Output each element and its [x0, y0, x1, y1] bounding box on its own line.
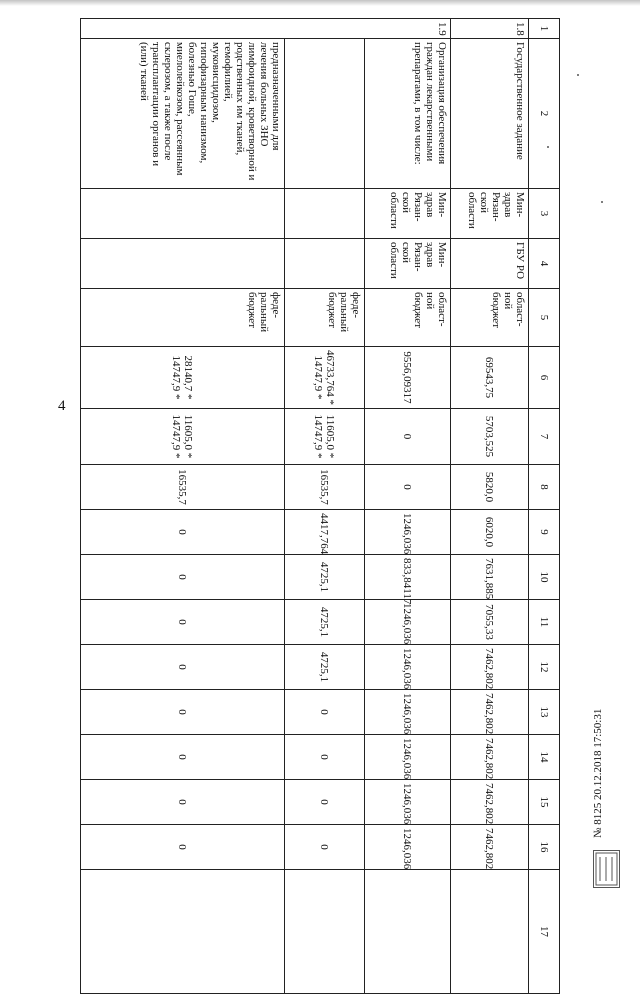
col-header: 6 [529, 347, 560, 409]
rotated-table-container [80, 18, 560, 937]
col-header: 7 [529, 409, 560, 465]
row-customer: Мин-здрав Рязан-ской области [365, 189, 451, 239]
value-cell: 0 [81, 735, 285, 780]
empty-cell [365, 870, 451, 994]
value-cell: 9556,09317 [365, 347, 451, 409]
empty-cell [451, 870, 529, 994]
value-cell: 7462,802 [451, 825, 529, 870]
row-title [285, 39, 365, 189]
value-cell: 1246,036 [365, 600, 451, 645]
scan-speck [601, 201, 603, 203]
value-cell: 4725,1 [285, 555, 365, 600]
value-cell: 7631,885 [451, 555, 529, 600]
page-number: 4 [58, 398, 66, 414]
row-title: предназначенными для лечения больных ЗНО лимфоидной, кроветворной и родственных им тканей, гемофилией, муковисцидозом, гипофизарным нанизмом, болезнью Гоше, миелолейкозом, рассеянным склерозом, а также после трансплантации органов и (или) тканей [81, 39, 285, 189]
value-cell: 4725,1 [285, 600, 365, 645]
empty-cell [81, 239, 285, 289]
value-cell: 11605,0 * 14747,9 * [285, 409, 365, 465]
row-number: 1.8 [451, 19, 529, 39]
value-cell: 16535,7 [81, 465, 285, 510]
header-row [529, 19, 560, 994]
col-header: 5 [529, 289, 560, 347]
row-source: феде-ральный бюджет [285, 289, 365, 347]
col-header: 10 [529, 555, 560, 600]
budget-table [80, 18, 560, 994]
value-cell: 0 [81, 690, 285, 735]
value-cell: 0 [81, 645, 285, 690]
col-header: 13 [529, 690, 560, 735]
footer-stamp [592, 608, 620, 838]
col-header: 3 [529, 189, 560, 239]
empty-cell [81, 189, 285, 239]
row-executor: ГБУ РО [451, 239, 529, 289]
table-row [81, 19, 285, 994]
value-cell: 5820,0 [451, 465, 529, 510]
col-header: 9 [529, 510, 560, 555]
value-cell: 7462,802 [451, 780, 529, 825]
value-cell: 7462,802 [451, 690, 529, 735]
row-source: област-ной бюджет [451, 289, 529, 347]
row-title: Организация обеспечения граждан лекарственными препаратами, в том числе: [365, 39, 451, 189]
value-cell: 5703,525 [451, 409, 529, 465]
value-cell: 0 [81, 600, 285, 645]
table-row [451, 19, 529, 994]
registration-seal [593, 850, 620, 888]
value-cell: 0 [365, 465, 451, 510]
row-customer: Мин-здрав Рязан-ской области [451, 189, 529, 239]
row-source: област-ной бюджет [365, 289, 451, 347]
value-cell: 1246,036 [365, 690, 451, 735]
value-cell: 0 [285, 780, 365, 825]
footer-stamp-text: № 8125 20.12.2018 17:50:31 [592, 708, 604, 838]
col-header: 16 [529, 825, 560, 870]
table-row [365, 19, 451, 994]
value-cell: 1246,036 [365, 825, 451, 870]
value-cell: 11605,0 * 14747,9 * [81, 409, 285, 465]
value-cell: 1246,036 [365, 645, 451, 690]
col-header: 11 [529, 600, 560, 645]
table-row [285, 19, 365, 994]
value-cell: 69543,75 [451, 347, 529, 409]
value-cell: 7462,802 [451, 645, 529, 690]
col-header: 14 [529, 735, 560, 780]
value-cell: 0 [285, 735, 365, 780]
empty-cell [285, 189, 365, 239]
scan-speck [577, 74, 579, 76]
value-cell: 28140,7 * 14747,9 * [81, 347, 285, 409]
value-cell: 7462,802 [451, 735, 529, 780]
empty-cell [285, 239, 365, 289]
col-header: 2 [529, 39, 560, 189]
col-header: 15 [529, 780, 560, 825]
value-cell: 4417,764 [285, 510, 365, 555]
col-header: 4 [529, 239, 560, 289]
value-cell: 0 [81, 510, 285, 555]
value-cell: 833,84117 [365, 555, 451, 600]
col-header: 1 [529, 19, 560, 39]
value-cell: 0 [81, 825, 285, 870]
value-cell: 6020,0 [451, 510, 529, 555]
value-cell: 0 [81, 780, 285, 825]
value-cell: 0 [285, 690, 365, 735]
value-cell: 7055,33 [451, 600, 529, 645]
row-number: 1.9 [81, 19, 451, 39]
row-title: Государственное задание [451, 39, 529, 189]
row-executor: Мин-здрав Рязан-ской области [365, 239, 451, 289]
value-cell: 16535,7 [285, 465, 365, 510]
value-cell: 4725,1 [285, 645, 365, 690]
scan-edge [0, 0, 640, 6]
value-cell: 46733,764 * 14747,9 * [285, 347, 365, 409]
col-header: 8 [529, 465, 560, 510]
seal-icon [594, 851, 619, 887]
empty-cell [285, 870, 365, 994]
value-cell: 1246,036 [365, 510, 451, 555]
empty-cell [81, 870, 285, 994]
value-cell: 1246,036 [365, 735, 451, 780]
col-header: 12 [529, 645, 560, 690]
value-cell: 1246,036 [365, 780, 451, 825]
scan-speck [547, 146, 549, 148]
value-cell: 0 [81, 555, 285, 600]
col-header: 17 [529, 870, 560, 994]
value-cell: 0 [285, 825, 365, 870]
value-cell: 0 [365, 409, 451, 465]
row-source: феде-ральный бюджет [81, 289, 285, 347]
